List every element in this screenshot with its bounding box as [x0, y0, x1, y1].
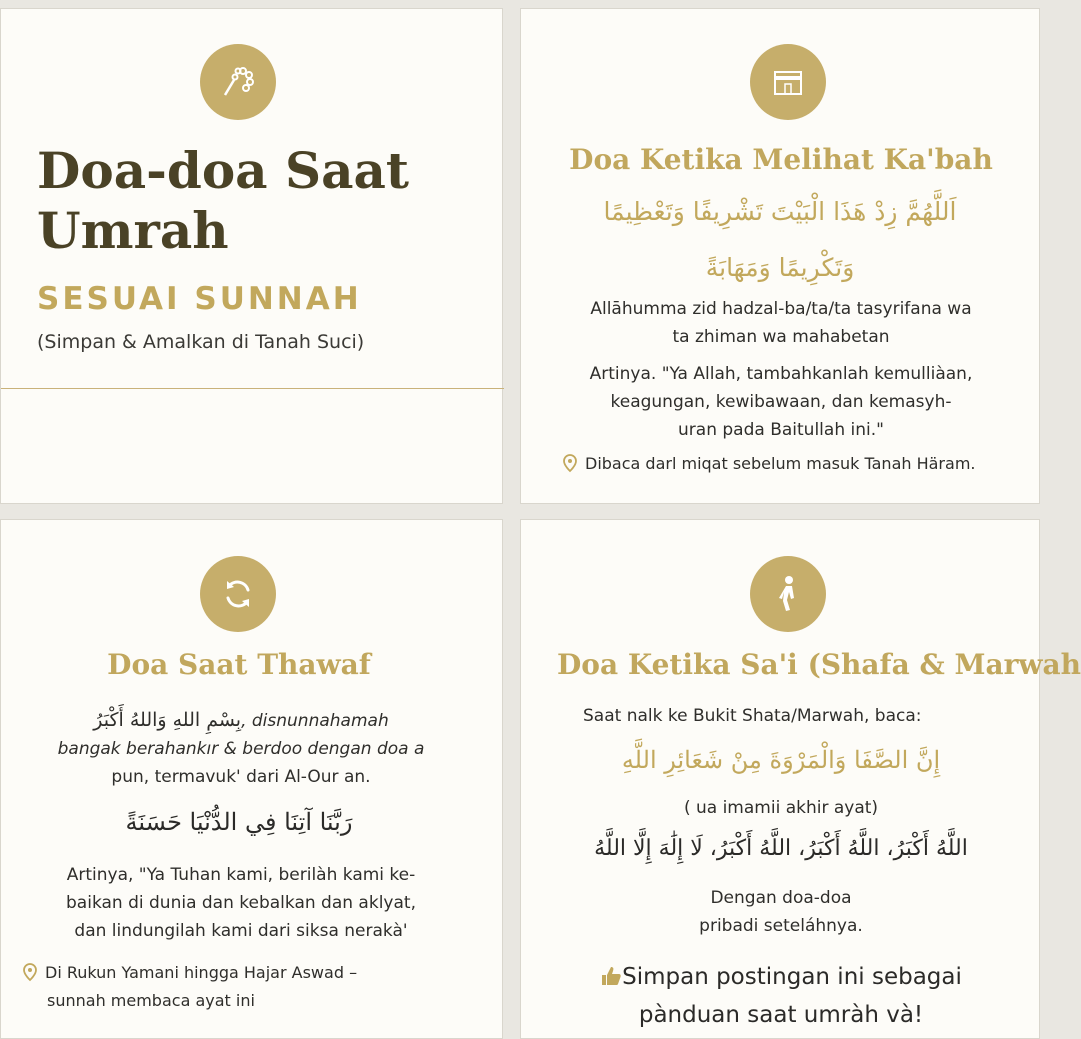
thawaf-prayer-title: Doa Saat Thawaf: [107, 648, 371, 681]
sai-verse-note: ( ua imamii akhir ayat): [683, 798, 879, 818]
save-post-cta-line2: pànduan saat umràh và!: [638, 1002, 924, 1028]
kaaba-transliteration-line2: ta zhiman wa mahabetan: [672, 327, 890, 347]
save-post-cta-text1: Simpan postingan ini sebagai: [622, 964, 962, 990]
thumbs-up-icon: [600, 965, 622, 987]
kaaba-icon: [750, 44, 826, 120]
thawaf-location-note: [23, 959, 357, 1015]
page-subtitle: SESUAI SUNNAH: [37, 281, 362, 317]
thawaf-meaning-line2: baikan di dunia dan kebalkan dan aklyat,: [66, 893, 416, 913]
thawaf-opening-arabic: بِسْمِ اللهِ وَاللهُ أَكْبَرُ: [93, 709, 242, 731]
thawaf-instruction: [21, 706, 461, 791]
page-title: Doa-doa Saat Umrah: [37, 141, 409, 260]
thawaf-meaning-line3: dan lindungilah kami dari siksa nerakà': [74, 921, 408, 941]
thawaf-meaning-line1: Artinya, "Ya Tuhan kami, berilàh kami ke-: [66, 865, 416, 885]
location-pin-icon: [563, 454, 577, 472]
thawaf-instruction-line3: pun, termavuk' dari Al-Our an.: [111, 767, 371, 787]
sai-intro: Saat nalk ke Bukit Shata/Marwah, baca:: [583, 706, 922, 726]
save-post-cta-line1: [521, 958, 1041, 996]
sai-arabic-takbir: اللَّهُ أَكْبَرُ، اللَّهُ أَكْبَرُ، اللَّهُ أَكْبَرُ، لَا إِلَٰهَ إِلَّا اللَّهُ: [594, 836, 968, 861]
thawaf-instruction-line1: [21, 706, 461, 735]
save-post-cta: [521, 958, 1041, 1034]
kaaba-arabic-line1: اَللَّهُمَّ زِدْ هَذَا الْبَيْتَ تَشْرِيفًا وَتَعْظِيمًا: [603, 197, 957, 226]
kaaba-transliteration-line1: Allāhumma zid hadzal-ba/ta/ta tasyrifana wa: [590, 299, 972, 319]
thawaf-opening-latin: , disnunnahamah: [241, 711, 389, 731]
thawaf-arabic: رَبَّنَا آتِنَا فِي الدُّنْيَا حَسَنَةً: [125, 808, 353, 836]
sai-arabic-verse: إِنَّ الصَّفَا وَالْمَرْوَةَ مِنْ شَعَائِرِ اللَّهِ: [621, 746, 941, 774]
intro-card: [0, 8, 503, 504]
kaaba-meaning-line1: Artinya. "Ya Allah, tambahkanlah kemulliàan,: [589, 364, 973, 384]
thawaf-note-line2: sunnah membaca ayat ini: [47, 991, 255, 1010]
kaaba-meaning: [521, 360, 1041, 444]
kaaba-prayer-card: [520, 8, 1040, 504]
thawaf-note-text-1: Di Rukun Yamani hingga Hajar Aswad –: [45, 963, 358, 982]
thawaf-meaning: [21, 861, 461, 945]
sai-prayer-title: Doa Ketika Sa'i (Shafa & Marwah: [557, 648, 1081, 681]
kaaba-meaning-line3: uran pada Baitullah ini.": [678, 420, 884, 440]
sai-prayer-card: [520, 519, 1081, 1039]
thawaf-instruction-line2: bangak berahankır & berdoo dengan doa a: [57, 739, 425, 759]
thawaf-note-line1: [23, 959, 357, 987]
kaaba-meaning-line2: keagungan, kewibawaan, dan kemasyh-: [610, 392, 952, 412]
refresh-cycle-icon: [200, 556, 276, 632]
sai-closing-line2: pribadi seteláhnya.: [699, 916, 863, 936]
kaaba-prayer-title: Doa Ketika Melihat Ka'bah: [569, 143, 993, 176]
save-note: (Simpan & Amalkan di Tanah Suci): [37, 331, 365, 353]
kaaba-arabic-line2: وَتَكْرِيمًا وَمَهَابَةً: [705, 253, 855, 282]
sai-closing: [521, 884, 1041, 940]
location-pin-icon: [23, 963, 37, 981]
kaaba-note-text: Dibaca darl miqat sebelum masuk Tanah Häram.: [585, 454, 976, 473]
kaaba-transliteration: [521, 295, 1041, 351]
prayer-beads-icon: [200, 44, 276, 120]
sai-closing-line1: Dengan doa-doa: [710, 888, 852, 908]
kaaba-location-note: [563, 450, 975, 478]
thawaf-prayer-card: [0, 519, 503, 1039]
walking-person-icon: [750, 556, 826, 632]
divider: [1, 388, 504, 389]
